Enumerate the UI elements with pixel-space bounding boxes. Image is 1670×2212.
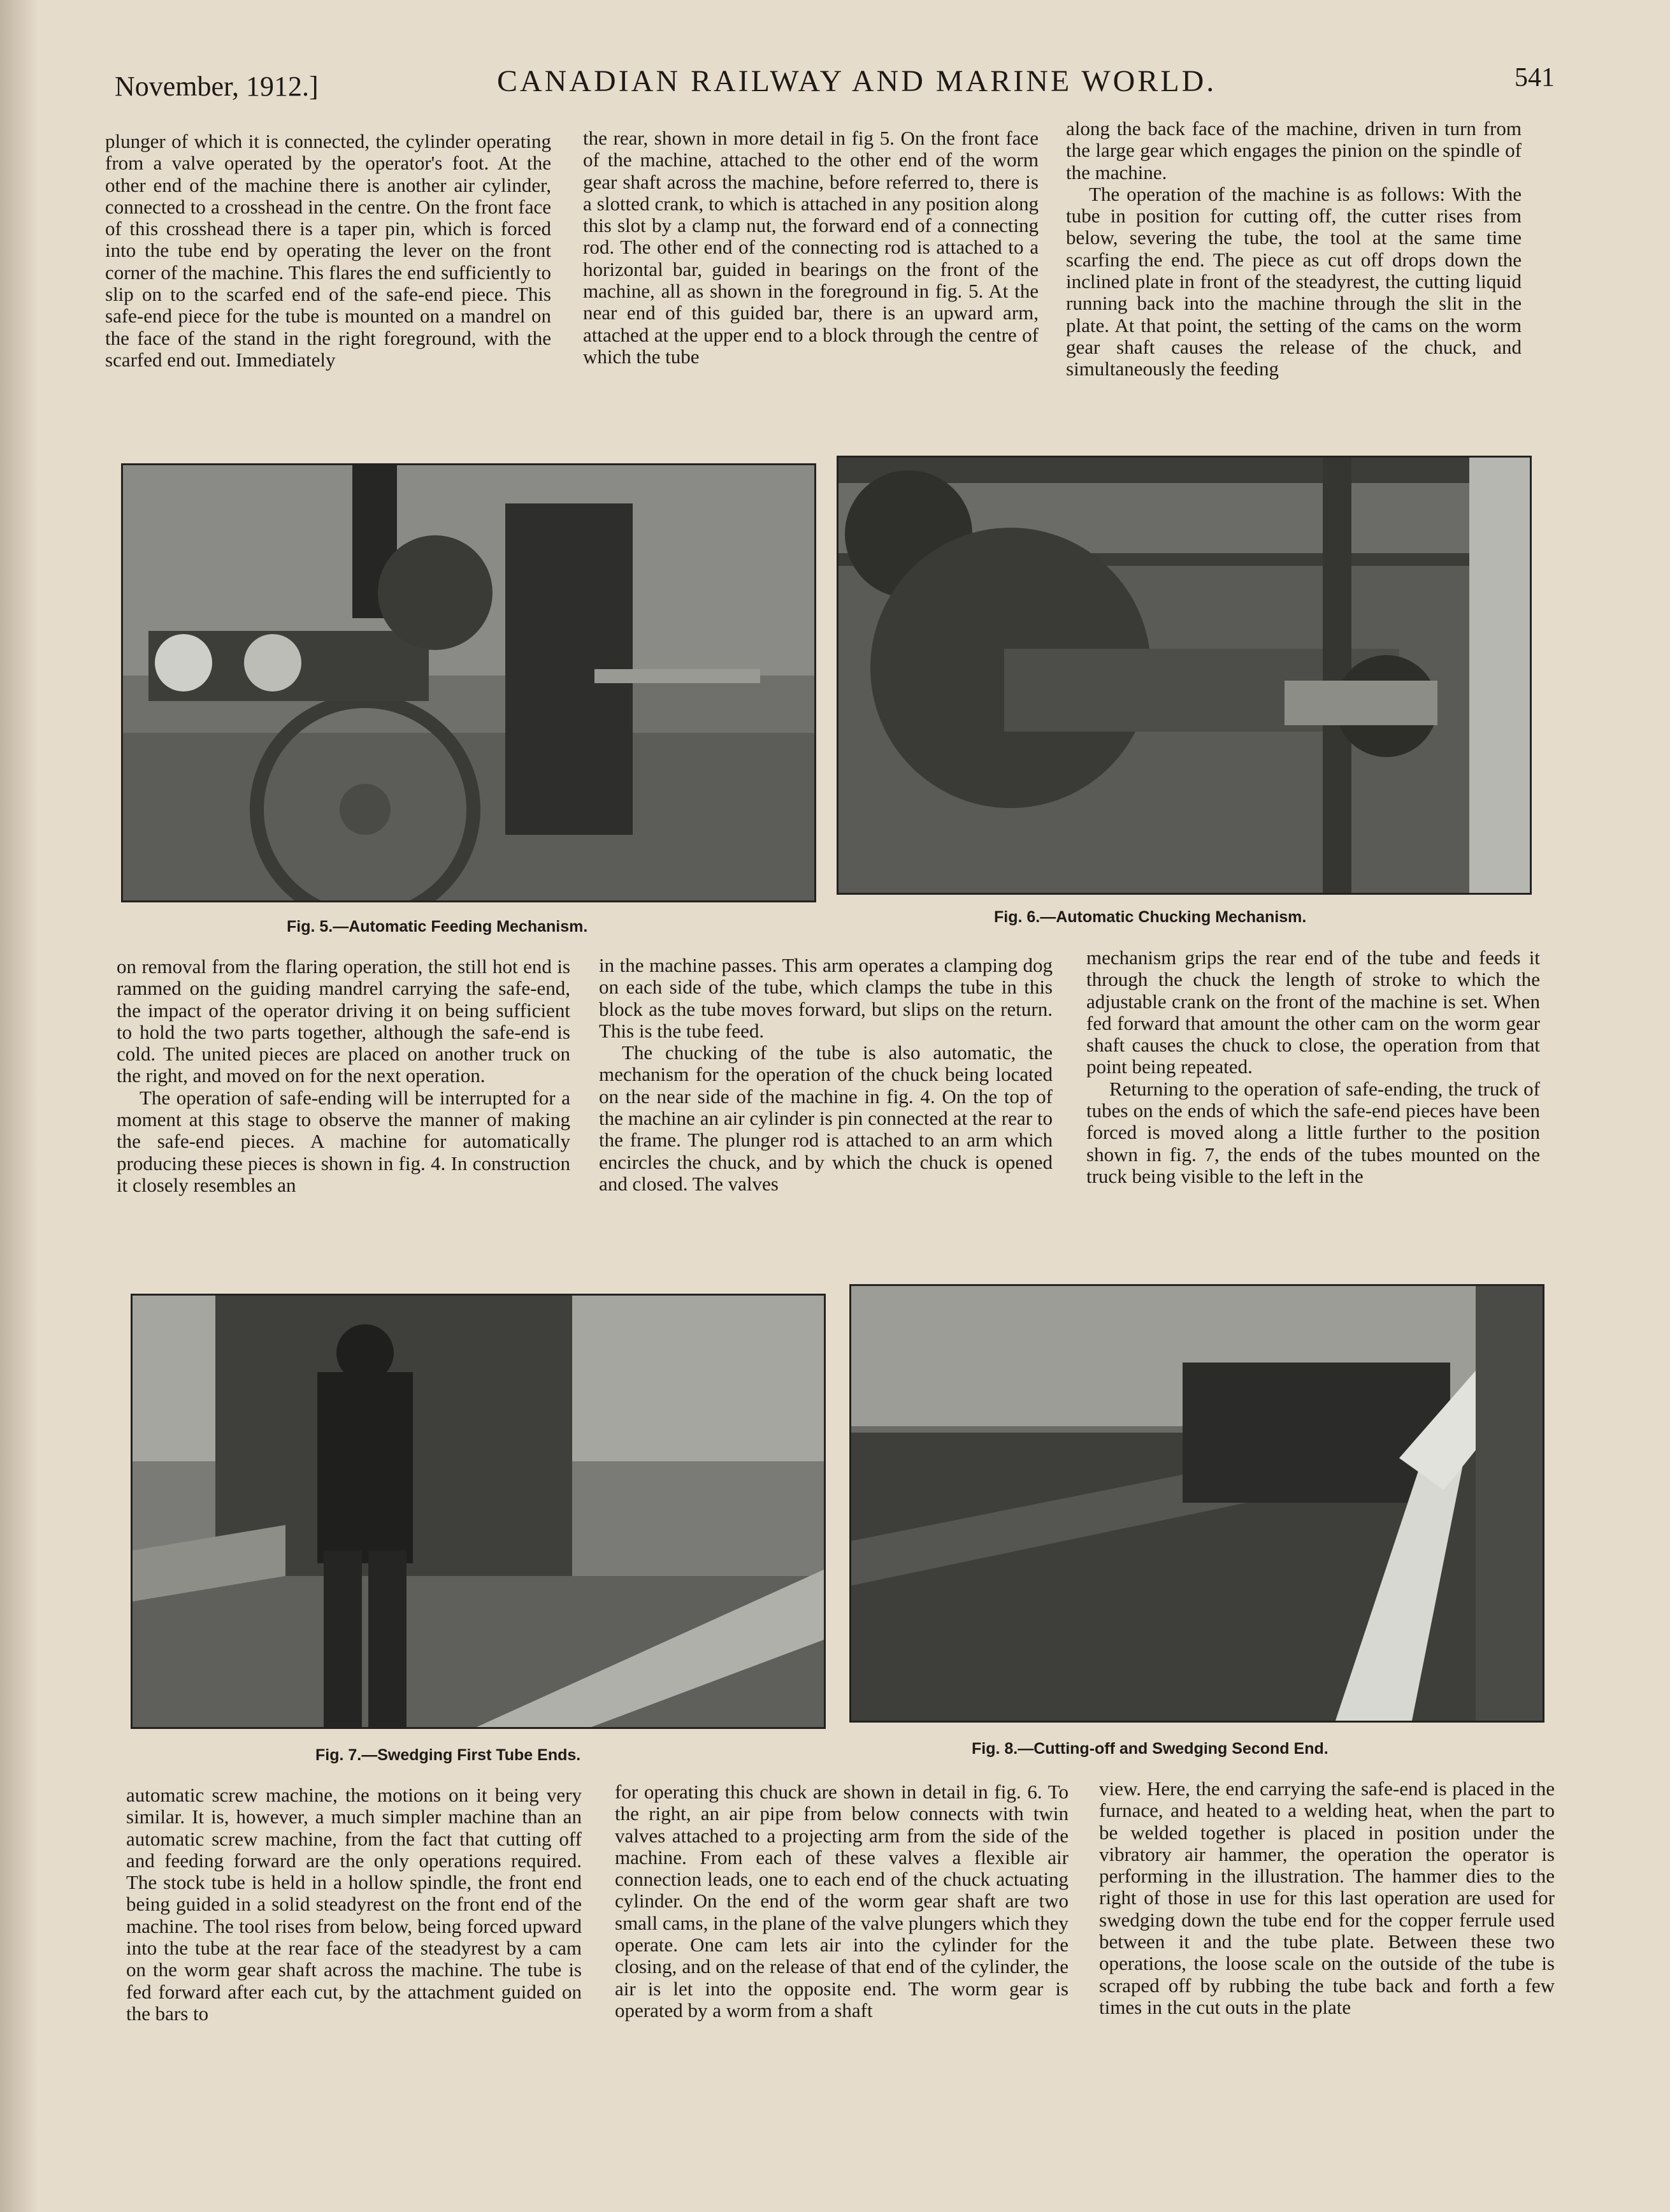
section1-column-1 [105,131,551,437]
figure-7-caption: Fig. 7.—Swedging First Tube Ends. [315,1746,581,1764]
page-gutter-shadow [0,0,38,2212]
figure-5-caption: Fig. 5.—Automatic Feeding Mechanism. [287,918,588,936]
section1-column-3 [1066,118,1522,430]
paragraph: The operation of safe-ending will be interrupted for a moment at this stage to observe the manner of making the safe-end pieces. A machine for automatically producing these pieces is shown in fig. 4. In construction it closely resembles an [117,1086,570,1196]
section3-column-2 [615,1781,1069,2093]
section3-column-3 [1099,1778,1555,2090]
paragraph: Returning to the operation of safe-ending, the truck of tubes on the ends of which the safe-end pieces have been forced is moved along a little further to the position shown in fig. 7, the ends of the tubes mounted on the truck being visible to the left in the [1086,1077,1540,1187]
issue-date: November, 1912.] [115,71,319,102]
cutting-off-swedging-image [851,1286,1543,1721]
figure-6-photo [837,456,1532,895]
paragraph: automatic screw machine, the motions on it being very similar. It is, however, a much simpler machine than an automatic screw machine, from the fact that cutting off and feeding forward are the only operations required. The stock tube is held in a hollow spindle, the front end being guided in a solid steadyrest on the front end of the machine. The tool rises from below, being forced upward into the tube at the rear face of the steadyrest by a cam on the worm gear shaft across the machine. The tube is fed forward after each cut, by the attachment guided on the bars to [126,1784,582,2025]
figure-5-photo [121,463,816,902]
figure-6-caption: Fig. 6.—Automatic Chucking Mechanism. [994,908,1307,926]
figure-7-photo [131,1294,826,1729]
page-header [115,57,1555,115]
paragraph: The operation of the machine is as follows: With the tube in position for cutting off, the cutter rises from below, severing the tube, the tool at the same time scarfing the end. The piece as cut off drops down the inclined plate in front of the steadyrest, the cutting liquid running back into the machine through the slit in the plate. At that point, the setting of the cams on the worm gear shaft causes the release of the chuck, and simultaneously the feeding [1066,182,1522,380]
figure-8-caption: Fig. 8.—Cutting-off and Swedging Second End. [972,1740,1328,1758]
section1-column-2 [583,127,1039,433]
chucking-mechanism-image [839,458,1530,893]
figure-8-photo [849,1284,1544,1723]
paragraph: the rear, shown in more detail in fig 5. On the front face of the machine, attached to the other end of the worm gear shaft across the machine, before referred to, there is a slotted crank, to which is attached in any position along this slot by a clamp nut, the forward end of a connecting rod. The other end of the connecting rod is attached to a horizontal bar, guided in bearings on the front of the machine, all as shown in the foreground in fig. 5. At the near end of this guided bar, there is an upward arm, attached at the upper end to a block through the centre of which the tube [583,127,1039,368]
paragraph: view. Here, the end carrying the safe-end is placed in the furnace, and heated to a welding heat, when the part to be welded together is placed in position under the vibratory air hammer, the operation the operator is performing in the illustration. The hammer dies to the right of those in use for this last operation are used for swedging down the tube end for the copper ferrule used between it and the tube plate. Between these two operations, the loose scale on the outside of the tube is scraped off by rubbing the tube back and forth a few times in the cut outs in the plate [1099,1778,1555,2018]
paragraph: along the back face of the machine, driven in turn from the large gear which engages the pinion on the spindle of the machine. [1066,118,1522,184]
paragraph: in the machine passes. This arm operates a clamping dog on each side of the tube, which clamps the tube in this block as the tube moves forward, but slips on the return. This is the tube feed. [599,955,1053,1042]
paragraph: for operating this chuck are shown in detail in fig. 6. To the right, an air pipe from below connects with twin valves attached to a projecting arm from the side of the machine. From each of these valves a flexible air connection leads, one to each end of the chuck actuating cylinder. On the end of the worm gear shaft are two small cams, in the plane of the valve plungers which they operate. One cam lets air into the cylinder for the closing, and on the release of that end of the cylinder, the air is let into the opposite end. The worm gear is operated by a worm from a shaft [615,1781,1069,2021]
paragraph: mechanism grips the rear end of the tube and feeds it through the chuck the length of stroke to which the adjustable crank on the front of the machine is set. When fed forward that amount the other cam on the worm gear shaft causes the chuck to close, the operation from that point being repeated. [1086,947,1540,1078]
section2-column-3 [1086,947,1540,1259]
paragraph: plunger of which it is connected, the cylinder operating from a valve operated by the operator's foot. At the other end of the machine there is another air cylinder, connected to a crosshead in the centre. On the front face of this crosshead there is a taper pin, which is forced into the tube end by operating the lever on the front corner of the machine. This flares the end sufficiently to slip on to the scarfed end of the safe-end piece. This safe-end piece for the tube is mounted on a mandrel on the face of the stand in the right foreground, with the scarfed end out. Immediately [105,131,551,371]
swedging-first-ends-image [133,1296,824,1727]
feeding-mechanism-image [123,465,814,900]
paragraph: on removal from the flaring operation, the still hot end is rammed on the guiding mandrel carrying the safe-end, the impact of the operator driving it on being sufficient to hold the two parts together, although the safe-end is cold. The united pieces are placed on another truck on the right, and moved on for the next operation. [117,956,570,1087]
section2-column-1 [117,956,570,1262]
page-number: 541 [1515,63,1555,92]
section2-column-2 [599,955,1053,1261]
journal-title: CANADIAN RAILWAY AND MARINE WORLD. [497,64,1217,98]
section3-column-1 [126,1784,582,2097]
paragraph: The chucking of the tube is also automatic, the mechanism for the operation of the chuck being located on the near side of the machine in fig. 4. On the top of the machine an air cylinder is pin connected at the rear to the frame. The plunger rod is attached to an arm which encircles the chuck, and by which the chuck is opened and closed. The valves [599,1041,1053,1195]
